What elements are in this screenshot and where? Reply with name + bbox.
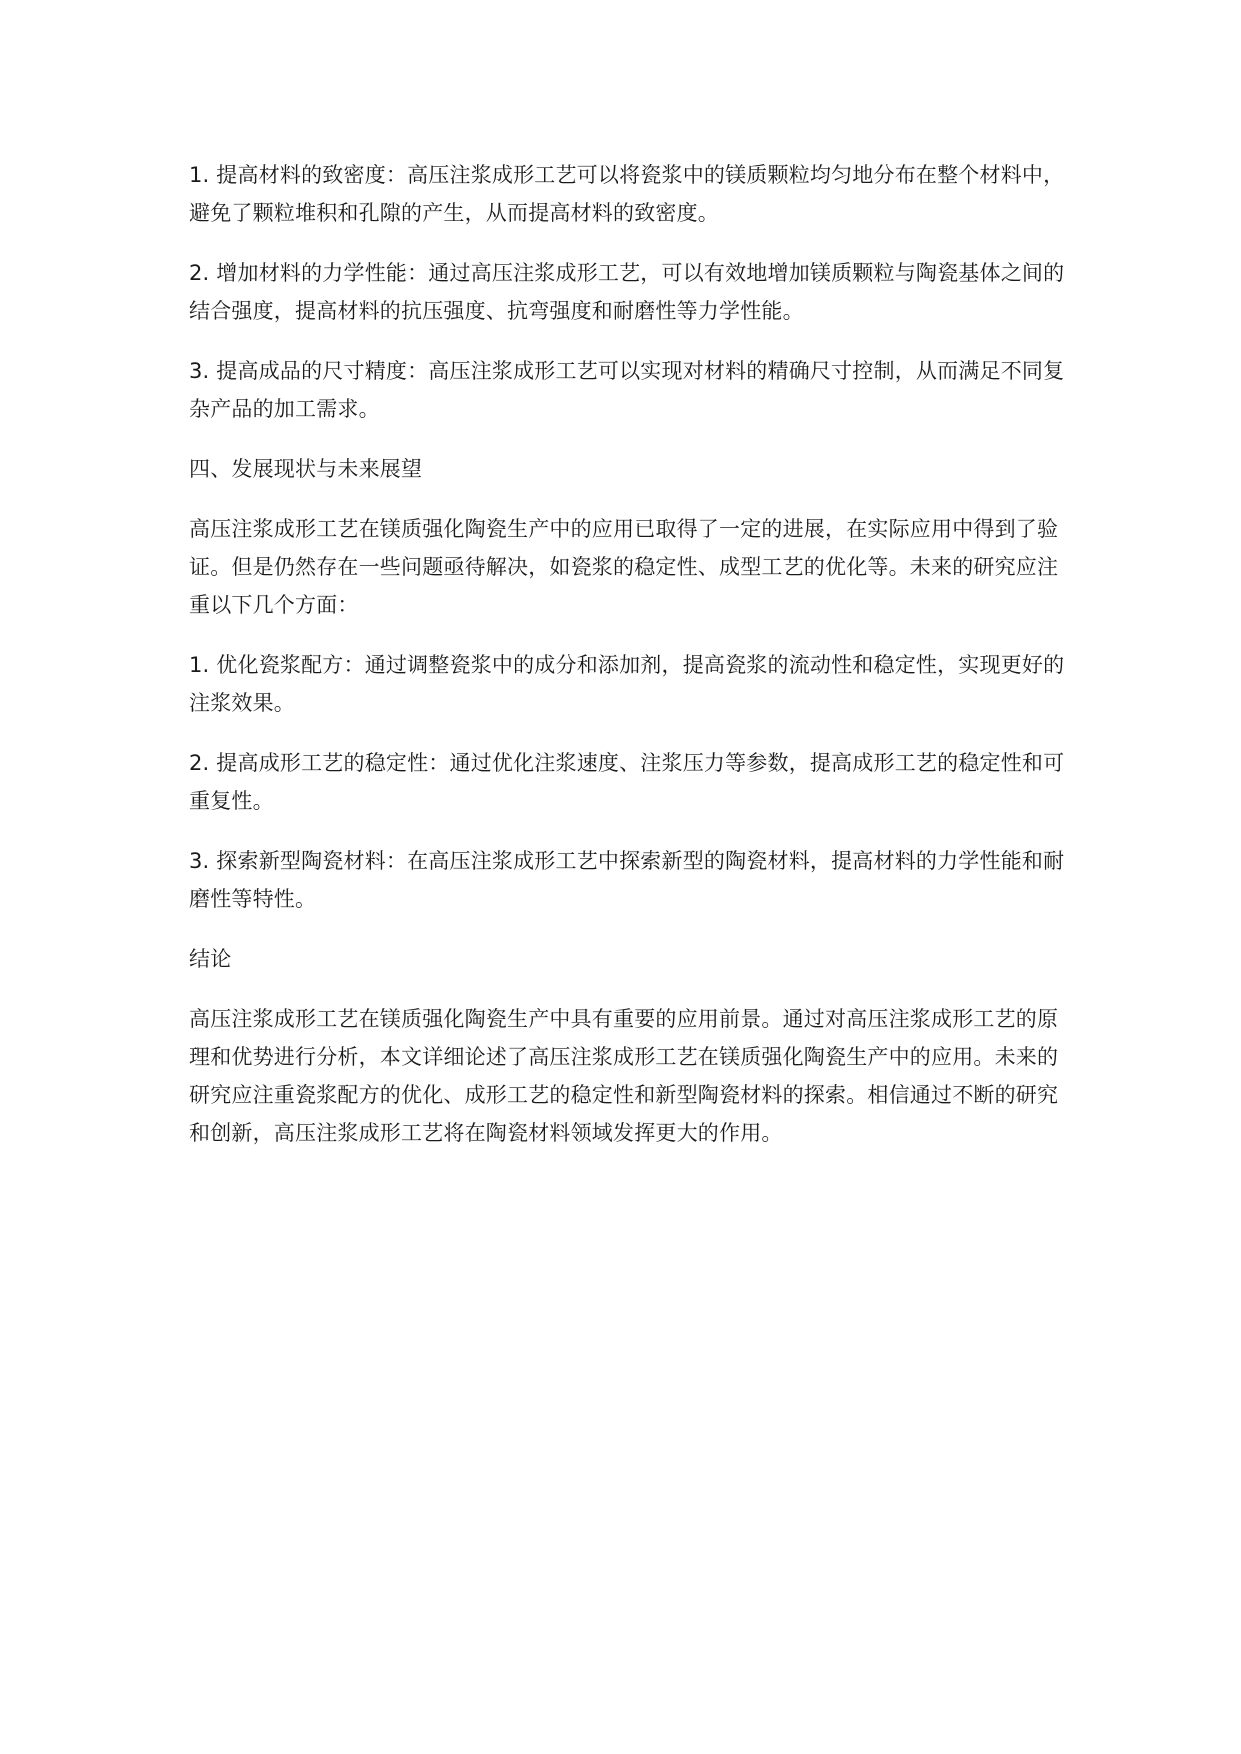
document-body bbox=[189, 156, 1069, 1174]
section-heading-status-outlook: 四、发展现状与未来展望 bbox=[189, 457, 423, 481]
paragraph-conclusion: 高压注浆成形工艺在镁质强化陶瓷生产中具有重要的应用前景。通过对高压注浆成形工艺的原理和优势进行分析，本文详细论述了高压注浆成形工艺在镁质强化陶瓷生产中的应用。未来的研究应注重瓷浆配方的优化、成形工艺的稳定性和新型陶瓷材料的探索。相信通过不断的研究和创新，高压注浆成形工艺将在陶瓷材料领域发挥更大的作用。 bbox=[189, 1007, 1059, 1145]
section-heading-conclusion: 结论 bbox=[189, 947, 232, 971]
list-item-dimensional-accuracy: 3. 提高成品的尺寸精度：高压注浆成形工艺可以实现对材料的精确尺寸控制，从而满足不同复杂产品的加工需求。 bbox=[189, 359, 1065, 421]
paragraph-status: 高压注浆成形工艺在镁质强化陶瓷生产中的应用已取得了一定的进展，在实际应用中得到了验证。但是仍然存在一些问题亟待解决，如瓷浆的稳定性、成型工艺的优化等。未来的研究应注重以下几个方面： bbox=[189, 517, 1059, 617]
list-item-new-materials: 3. 探索新型陶瓷材料：在高压注浆成形工艺中探索新型的陶瓷材料，提高材料的力学性能和耐磨性等特性。 bbox=[189, 849, 1065, 911]
list-item-mechanical-properties: 2. 增加材料的力学性能：通过高压注浆成形工艺，可以有效地增加镁质颗粒与陶瓷基体之间的结合强度，提高材料的抗压强度、抗弯强度和耐磨性等力学性能。 bbox=[189, 261, 1065, 323]
list-item-optimize-formula: 1. 优化瓷浆配方：通过调整瓷浆中的成分和添加剂，提高瓷浆的流动性和稳定性，实现更好的注浆效果。 bbox=[189, 653, 1065, 715]
list-item-density: 1. 提高材料的致密度：高压注浆成形工艺可以将瓷浆中的镁质颗粒均匀地分布在整个材料中，避免了颗粒堆积和孔隙的产生，从而提高材料的致密度。 bbox=[189, 163, 1065, 225]
list-item-process-stability: 2. 提高成形工艺的稳定性：通过优化注浆速度、注浆压力等参数，提高成形工艺的稳定性和可重复性。 bbox=[189, 751, 1065, 813]
